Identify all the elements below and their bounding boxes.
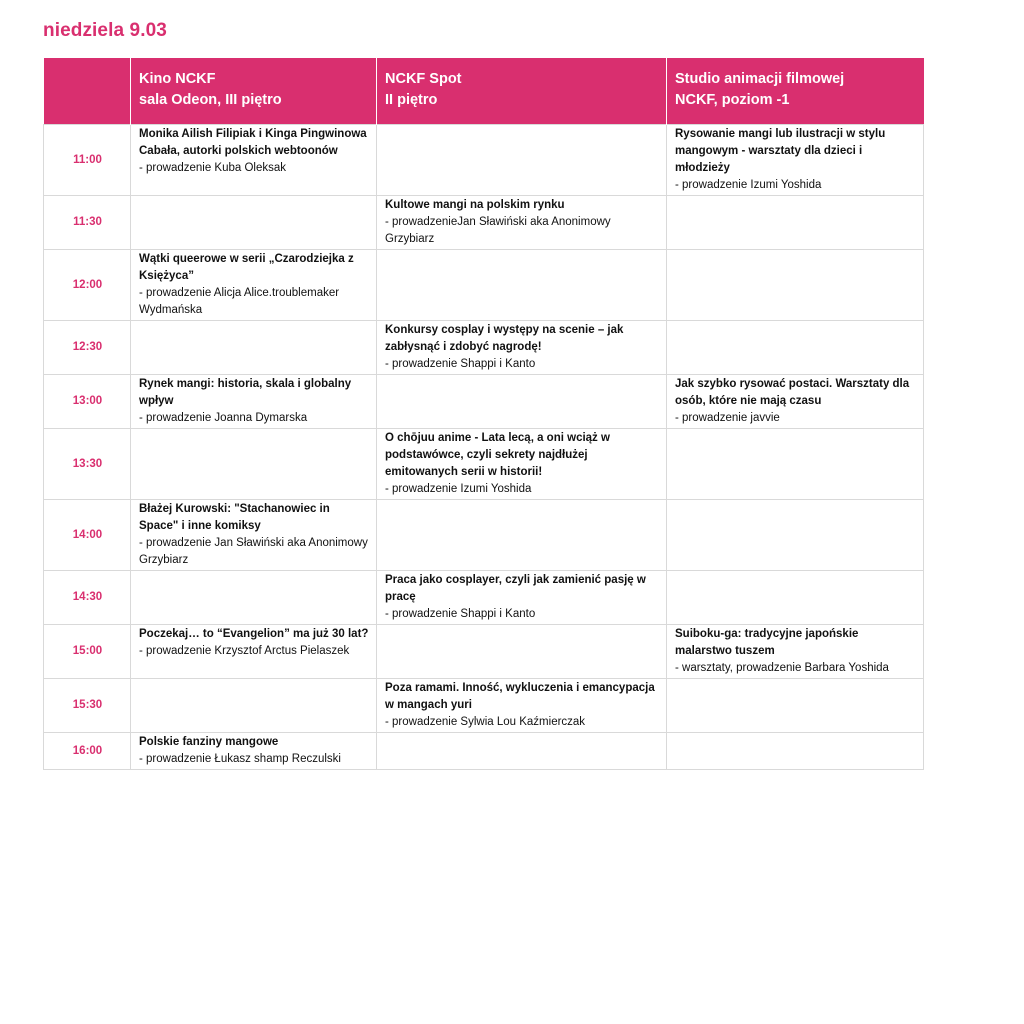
event-host: - prowadzenie Joanna Dymarska <box>139 412 308 424</box>
event-cell <box>131 125 377 196</box>
schedule-row <box>44 429 924 500</box>
schedule-row <box>44 571 924 625</box>
event-host: - prowadzenieJan Sławiński aka Anonimowy Grzybiarz <box>385 216 611 245</box>
event-title: Jak szybko rysować postaci. Warsztaty dla osób, które nie mają czasu <box>675 378 910 407</box>
time-slot: 12:30 <box>44 321 131 375</box>
header-studio-animacji <box>667 58 924 125</box>
header-venue-name: NCKF Spot <box>385 71 462 87</box>
schedule-row <box>44 500 924 571</box>
header-venue-name: Kino NCKF <box>139 71 216 87</box>
event-host: - prowadzenie javvie <box>675 412 780 424</box>
schedule-row <box>44 196 924 250</box>
event-cell <box>131 679 377 733</box>
event-host: - prowadzenie Shappi i Kanto <box>385 358 536 370</box>
event-cell <box>667 321 924 375</box>
event-cell <box>377 321 667 375</box>
event-cell <box>131 625 377 679</box>
event-cell <box>667 250 924 321</box>
event-cell <box>131 429 377 500</box>
event-title: Rynek mangi: historia, skala i globalny wpływ <box>139 378 352 407</box>
page-title: niedziela 9.03 <box>43 20 167 41</box>
event-title: Błażej Kurowski: "Stachanowiec in Space" i inne komiksy <box>139 503 330 532</box>
event-cell <box>667 733 924 770</box>
event-cell <box>131 375 377 429</box>
event-title: Praca jako cosplayer, czyli jak zamienić pasję w pracę <box>385 574 646 603</box>
header-venue-location: NCKF, poziom -1 <box>675 92 790 108</box>
event-cell <box>667 375 924 429</box>
event-host: - prowadzenie Kuba Oleksak <box>139 162 287 174</box>
event-host: - prowadzenie Łukasz shamp Reczulski <box>139 753 341 765</box>
header-kino-nckf <box>131 58 377 125</box>
event-cell <box>667 500 924 571</box>
event-host: - warsztaty, prowadzenie Barbara Yoshida <box>675 662 889 674</box>
event-title: O chōjuu anime - Lata lecą, a oni wciąż w podstawówce, czyli sekrety najdłużej emitowanych serii w historii! <box>385 432 610 478</box>
event-cell <box>377 733 667 770</box>
event-cell <box>377 625 667 679</box>
schedule-row <box>44 125 924 196</box>
event-host: - prowadzenie Krzysztof Arctus Pielaszek <box>139 645 350 657</box>
time-slot: 15:00 <box>44 625 131 679</box>
event-cell <box>131 321 377 375</box>
event-cell <box>667 625 924 679</box>
event-cell <box>377 375 667 429</box>
event-title: Suiboku-ga: tradycyjne japońskie malarstwo tuszem <box>675 628 859 657</box>
event-cell <box>131 733 377 770</box>
time-slot: 13:30 <box>44 429 131 500</box>
event-cell <box>667 196 924 250</box>
event-title: Konkursy cosplay i występy na scenie – jak zabłysnąć i zdobyć nagrodę! <box>385 324 624 353</box>
event-cell <box>131 500 377 571</box>
event-cell <box>377 196 667 250</box>
event-cell <box>377 571 667 625</box>
time-slot: 11:30 <box>44 196 131 250</box>
event-title: Poza ramami. Inność, wykluczenia i emancypacja w mangach yuri <box>385 682 655 711</box>
event-cell <box>667 679 924 733</box>
event-title: Monika Ailish Filipiak i Kinga Pingwinowa Cabała, autorki polskich webtoonów <box>139 128 367 157</box>
header-venue-name: Studio animacji filmowej <box>675 71 845 87</box>
time-slot: 16:00 <box>44 733 131 770</box>
event-cell <box>131 196 377 250</box>
header-row <box>44 58 924 125</box>
schedule-body <box>44 125 924 770</box>
event-host: - prowadzenie Shappi i Kanto <box>385 608 536 620</box>
schedule-row <box>44 679 924 733</box>
schedule-table <box>43 58 924 770</box>
event-cell <box>131 571 377 625</box>
event-title: Kultowe mangi na polskim rynku <box>385 199 565 211</box>
event-cell <box>377 679 667 733</box>
event-cell <box>667 571 924 625</box>
event-cell <box>377 125 667 196</box>
schedule-row <box>44 321 924 375</box>
event-cell <box>667 125 924 196</box>
time-slot: 12:00 <box>44 250 131 321</box>
time-slot: 14:30 <box>44 571 131 625</box>
event-host: - prowadzenie Izumi Yoshida <box>675 179 822 191</box>
event-title: Rysowanie mangi lub ilustracji w stylu mangowym - warsztaty dla dzieci i młodzieży <box>675 128 886 174</box>
header-nckf-spot <box>377 58 667 125</box>
schedule-row <box>44 375 924 429</box>
time-slot: 15:30 <box>44 679 131 733</box>
event-host: - prowadzenie Izumi Yoshida <box>385 483 532 495</box>
time-slot: 13:00 <box>44 375 131 429</box>
header-venue-location: II piętro <box>385 92 438 108</box>
event-host: - prowadzenie Sylwia Lou Kaźmierczak <box>385 716 586 728</box>
header-time <box>44 58 131 125</box>
schedule-row <box>44 733 924 770</box>
time-slot: 11:00 <box>44 125 131 196</box>
event-cell <box>667 429 924 500</box>
event-cell <box>377 429 667 500</box>
time-slot: 14:00 <box>44 500 131 571</box>
event-title: Wątki queerowe w serii „Czarodziejka z Księżyca” <box>139 253 354 282</box>
event-cell <box>377 250 667 321</box>
schedule-row <box>44 625 924 679</box>
event-host: - prowadzenie Jan Sławiński aka Anonimowy Grzybiarz <box>139 537 368 566</box>
event-host: - prowadzenie Alicja Alice.troublemaker Wydmańska <box>139 287 340 316</box>
schedule-row <box>44 250 924 321</box>
header-venue-location: sala Odeon, III piętro <box>139 92 282 108</box>
event-title: Polskie fanziny mangowe <box>139 736 279 748</box>
event-title: Poczekaj… to “Evangelion” ma już 30 lat? <box>139 628 369 640</box>
event-cell <box>131 250 377 321</box>
event-cell <box>377 500 667 571</box>
